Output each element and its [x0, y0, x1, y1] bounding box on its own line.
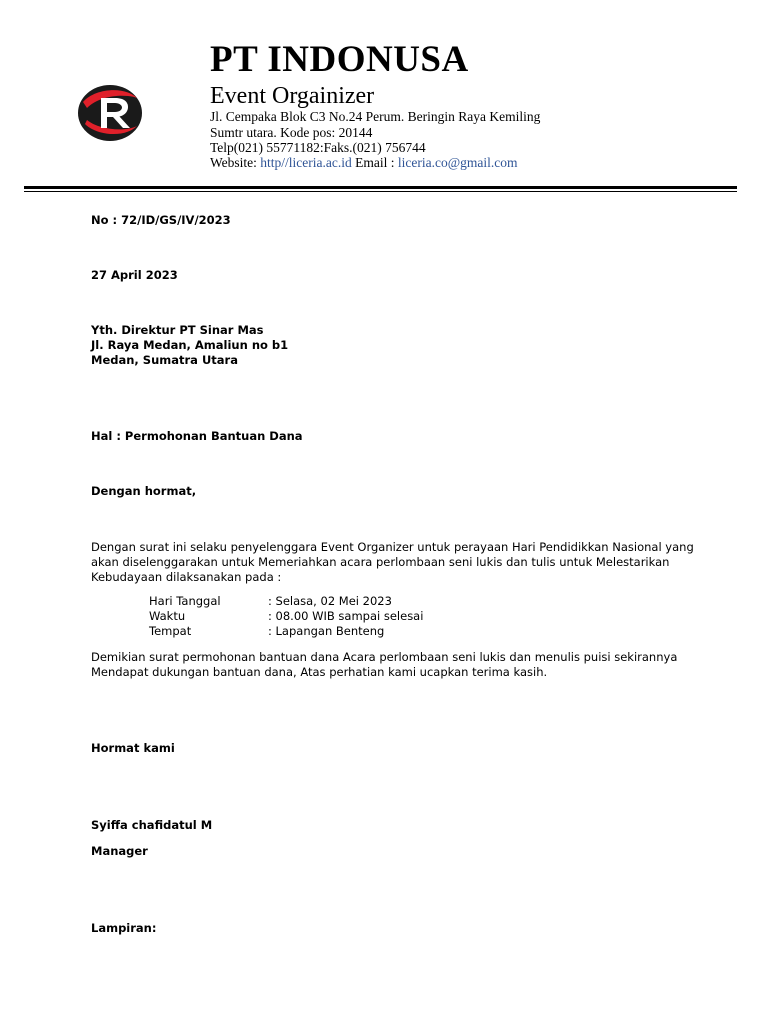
letter-number: No : 72/ID/GS/IV/2023: [91, 213, 231, 227]
company-name: PT INDONUSA: [210, 39, 469, 80]
phone-line: Telp(021) 55771182:Faks.(021) 756744: [210, 140, 426, 155]
website-link[interactable]: http//liceria.ac.id: [260, 155, 352, 170]
letterhead-divider-thin: [24, 191, 737, 192]
company-subtitle: Event Orgainizer: [210, 83, 375, 109]
letterhead-divider-thick: [24, 186, 737, 189]
letter-date: 27 April 2023: [91, 268, 178, 282]
body-line-3: Kebudayaan dilaksanakan pada :: [91, 570, 282, 584]
website-label: Website:: [210, 155, 261, 170]
closing-salutation: Hormat kami: [91, 741, 175, 755]
closing-line-1: Demikian surat permohonan bantuan dana Acara perlombaan seni lukis dan menulis puisi sekirannya: [91, 650, 678, 664]
recipient-line-1: Yth. Direktur PT Sinar Mas: [91, 323, 264, 337]
attachment-label: Lampiran:: [91, 921, 157, 935]
event-value-place: : Lapangan Benteng: [268, 624, 385, 638]
address-line-2: Sumtr utara. Kode pos: 20144: [210, 125, 373, 140]
event-value-date: : Selasa, 02 Mei 2023: [268, 594, 392, 608]
email-label: Email :: [351, 155, 398, 170]
company-logo-icon: [77, 84, 143, 142]
signer-name: Syiffa chafidatul M: [91, 818, 213, 832]
recipient-line-2: Jl. Raya Medan, Amaliun no b1: [91, 338, 289, 352]
event-label-time: Waktu: [149, 609, 186, 623]
address-line-1: Jl. Cempaka Blok C3 No.24 Perum. Beringin Raya Kemiling: [210, 109, 541, 124]
body-line-1: Dengan surat ini selaku penyelenggara Event Organizer untuk perayaan Hari Pendidikkan Nasional yang: [91, 540, 694, 554]
event-label-place: Tempat: [149, 624, 192, 638]
event-label-date: Hari Tanggal: [149, 594, 221, 608]
contact-line: [210, 155, 518, 171]
letter-greeting: Dengan hormat,: [91, 484, 197, 498]
email-link[interactable]: liceria.co@gmail.com: [397, 155, 518, 170]
event-value-time: : 08.00 WIB sampai selesai: [268, 609, 424, 623]
closing-line-2: Mendapat dukungan bantuan dana, Atas perhatian kami ucapkan terima kasih.: [91, 665, 548, 679]
body-line-2: akan diselenggarakan untuk Memeriahkan acara perlombaan seni lukis dan tulis untuk Melestarikan: [91, 555, 670, 569]
recipient-line-3: Medan, Sumatra Utara: [91, 353, 238, 367]
letter-subject: Hal : Permohonan Bantuan Dana: [91, 429, 303, 443]
signer-title: Manager: [91, 844, 148, 858]
